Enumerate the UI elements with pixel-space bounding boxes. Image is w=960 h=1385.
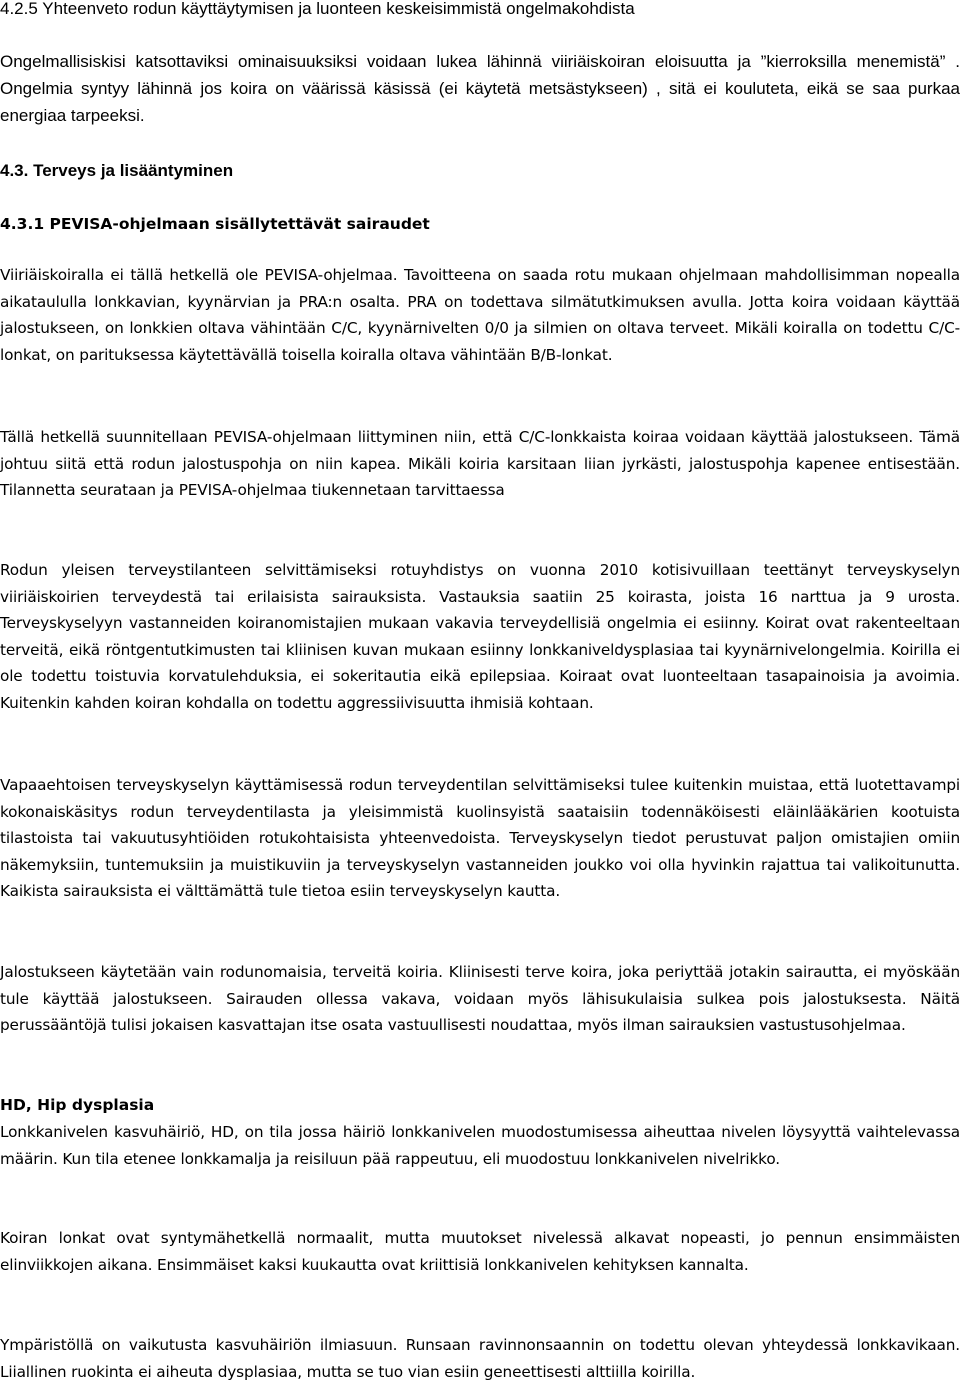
pevisa-planning-paragraph: Tällä hetkellä suunnitellaan PEVISA-ohjelmaan liittyminen niin, että C/C-lonkkaista koiraa voidaan käyttää jalostukseen. Tämä johtuu siitä että rodun jalostuspohja on niin kapea. Mikäli koiria karsitaan liian jyrkästi, jalostuspohja kapenee entisestään. Tilannetta seurataan ja PEVISA-ohjelmaa tiukennetaan tarvittaessa	[0, 428, 960, 500]
hip-development-paragraph: Koiran lonkat ovat syntymähetkellä normaalit, mutta muutokset nivelessä alkavat nopeasti, jo pennun ensimmäisten elinviikkojen aikana. Ensimmäiset kaksi kuukautta ovat kriittisiä lonkkanivelen kehityksen kannalta.	[0, 1229, 960, 1274]
section-heading-4-3: 4.3. Terveys ja lisääntyminen	[0, 161, 234, 180]
behavior-paragraph: Ongelmallisiskisi katsottaviksi ominaisuuksiksi voidaan lukea lähinnä viiriäiskoiran eloisuutta ja ”kierroksilla menemistä” . Ongelmia syntyy lähinnä jos koira on väärissä käsissä (ei käytetä metsästykseen) , sitä ei kouluteta, eikä se saa purkaa energiaa tarpeeksi.	[0, 52, 960, 125]
pevisa-paragraph: Viiriäiskoiralla ei tällä hetkellä ole PEVISA-ohjelmaa. Tavoitteena on saada rotu mukaan ohjelmaan mahdollisimman nopealla aikataululla lonkkavian, kyynärvian ja PRA:n osalta. PRA on todettava silmätutkimuksen avulla. Jotta koira voidaan käyttää jalostukseen, on lonkkien oltava vähintään C/C, kyynärnivelten 0/0 ja silmien on oltava terveet. Mikäli koiralla on todettu C/C-lonkat, on parituksessa käytettävällä toisella koiralla oltava vähintään B/B-lonkat.	[0, 266, 960, 364]
environment-paragraph: Ympäristöllä on vaikutusta kasvuhäiriön ilmiasuun. Runsaan ravinnonsaannin on todettu olevan yhteydessä lonkkavikaan. Liiallinen ruokinta ei aiheuta dysplasiaa, mutta se tuo vian esiin geneettisesti alttiilla koirilla.	[0, 1336, 960, 1381]
hip-dysplasia-definition-paragraph: Lonkkanivelen kasvuhäiriö, HD, on tila jossa häiriö lonkkanivelen muodostumisessa aiheuttaa nivelen löysyyttä vaihtelevassa määrin. Kun tila etenee lonkkamalja ja reisiluun pää rappeutuu, eli muodostuu lonkkanivelen nivelrikko.	[0, 1123, 960, 1168]
section-heading-4-3-1: 4.3.1 PEVISA-ohjelmaan sisällytettävät sairaudet	[0, 215, 430, 233]
health-survey-paragraph: Rodun yleisen terveystilanteen selvittämiseksi rotuyhdistys on vuonna 2010 kotisivuillaan teettänyt terveyskyselyn viiriäiskoirien terveydestä tai erilaisista sairauksista. Vastauksia saatiin 25 koirasta, joista 16 narttua ja 9 urosta. Terveyskyselyyn vastanneiden koiranomistajien mukaan vakavia terveydellisiä ongelmia ei esiinny. Koirat ovat rakenteeltaan terveitä, eikä röntgentutkimusten tai kliinisen kuvan mukaan esiinny lonkkaniveldysplasiaa tai kyynärnivelongelmia. Koirilla ei ole todettu toistuvia korvatulehduksia, ei sokeritautia eikä epilepsiaa. Koiraat ovat luonteeltaan tasapainoisia ja avoimia. Kuitenkin kahden koiran kohdalla on todettu aggressiivisuutta ihmisiä kohtaan.	[0, 561, 960, 712]
section-heading-4-2-5: 4.2.5 Yhteenveto rodun käyttäytymisen ja luonteen keskeisimmistä ongelmakohdista	[0, 0, 635, 18]
breeding-rules-paragraph: Jalostukseen käytetään vain rodunomaisia, terveitä koiria. Kliinisesti terve koira, joka periyttää jotakin sairautta, ei myöskään tule käyttää jalostukseen. Sairauden ollessa vakava, voidaan myös lähisukulaisia sulkea pois jalostuksesta. Näitä perussääntöjä tulisi jokaisen kasvattajan itse osata vastuullisesti noudattaa, myös ilman sairauksien vastustusohjelmaa.	[0, 963, 960, 1035]
voluntary-survey-paragraph: Vapaaehtoisen terveyskyselyn käyttämisessä rodun terveydentilan selvittämiseksi tulee kuitenkin muistaa, että luotettavampi kokonaiskäsitys rodun terveydentilasta ja yleisimmistä kuolinsyistä saataisiin todennäköisesti eläinlääkärien kootuista tilastoista tai vakuutusyhtiöiden rotukohtaisista yhteenvedoista. Terveyskyselyn tiedot perustuvat paljon omistajien omiin näkemyksiin, tuntemuksiin ja muistikuviin ja terveyskyselyn vastanneiden joukko voi olla hyvinkin rajattua tai valikoitunutta. Kaikista sairauksista ei välttämättä tule tietoa esiin terveyskyselyn kautta.	[0, 776, 960, 901]
hip-dysplasia-heading: HD, Hip dysplasia	[0, 1096, 155, 1114]
